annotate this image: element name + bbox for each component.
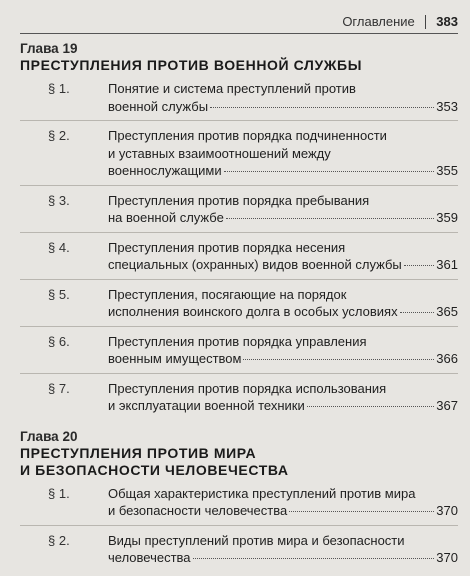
page-ref: 367 <box>436 398 458 413</box>
section-title-line: Преступления против порядка подчиненности <box>108 128 387 143</box>
dot-leader <box>400 312 435 313</box>
running-header-title: Оглавление <box>342 14 415 29</box>
chapter-title: ПРЕСТУПЛЕНИЯ ПРОТИВ МИРА <box>20 444 257 461</box>
page-number: 383 <box>436 14 458 29</box>
chapter-title: ПРЕСТУПЛЕНИЯ ПРОТИВ ВОЕННОЙ СЛУЖБЫ <box>20 57 362 73</box>
section-title-line: Преступления против порядка использования <box>108 380 387 396</box>
toc-entry[interactable] <box>20 127 458 186</box>
dot-leader <box>226 218 434 219</box>
dot-leader <box>404 265 435 266</box>
page-ref: 366 <box>436 351 458 366</box>
section-title-line: Виды преступлений против мира и безопасности <box>108 532 405 548</box>
toc-entry[interactable] <box>20 333 458 374</box>
chapter-number: Глава 19 <box>20 41 78 56</box>
toc-entry[interactable] <box>20 380 458 420</box>
section-title-line: военной службы <box>108 98 209 114</box>
chapter-title: И БЕЗОПАСНОСТИ ЧЕЛОВЕЧЕСТВА <box>20 461 289 478</box>
dot-leader <box>210 107 434 108</box>
section-number: § 1. <box>48 485 70 501</box>
section-number: § 5. <box>48 286 70 302</box>
section-number: § 4. <box>48 239 70 255</box>
section-title-line: Общая характеристика преступлений против мира <box>108 485 416 501</box>
page-ref: 365 <box>436 304 458 319</box>
toc-entry[interactable] <box>20 192 458 233</box>
header-rule <box>20 33 458 34</box>
section-number: § 1. <box>48 81 70 96</box>
page-ref: 361 <box>436 257 458 272</box>
section-title-line: человечества <box>108 550 191 565</box>
toc-entry[interactable] <box>20 239 458 280</box>
section-number: § 3. <box>48 192 70 208</box>
dot-leader <box>289 511 434 512</box>
header-separator <box>425 15 427 29</box>
page-ref: 353 <box>436 98 458 114</box>
page-ref: 359 <box>436 210 458 225</box>
section-number: § 6. <box>48 333 70 349</box>
chapter <box>20 40 458 420</box>
section-title-line: и эксплуатации военной техники <box>108 398 305 413</box>
dot-leader <box>243 359 434 360</box>
toc-entry[interactable] <box>20 532 458 572</box>
table-of-contents <box>20 40 458 576</box>
section-title-line: Понятие и система преступлений против <box>108 81 356 96</box>
section-title-line: военнослужащими <box>108 163 222 178</box>
section-title-line: военным имуществом <box>108 351 242 366</box>
section-number: § 7. <box>48 380 70 396</box>
dot-leader <box>224 171 435 172</box>
section-number: § 2. <box>48 532 70 548</box>
section-title-line: Преступления против порядка пребывания <box>108 192 370 208</box>
section-title-line: Преступления, посягающие на порядок <box>108 286 347 302</box>
toc-entry[interactable] <box>20 286 458 327</box>
section-title-line: и уставных взаимоотношений между <box>108 145 331 161</box>
section-title-line: и безопасности человечества <box>108 503 288 518</box>
page-ref: 355 <box>436 163 458 178</box>
section-title-line: специальных (охранных) видов военной службы <box>108 257 402 272</box>
page-ref: 370 <box>436 550 458 565</box>
page-ref: 370 <box>436 503 458 518</box>
dot-leader <box>307 406 435 407</box>
section-number: § 2. <box>48 128 70 143</box>
section-title-line: Преступления против порядка управления <box>108 333 367 349</box>
running-header <box>342 14 458 29</box>
dot-leader <box>193 558 435 559</box>
section-title-line: исполнения воинского долга в особых условиях <box>108 304 398 319</box>
chapter-number: Глава 20 <box>20 428 78 444</box>
section-title-line: Преступления против порядка несения <box>108 239 346 255</box>
section-title-line: на военной службе <box>108 210 224 225</box>
chapter <box>20 428 458 572</box>
toc-entry[interactable] <box>20 485 458 526</box>
toc-entry[interactable] <box>20 80 458 121</box>
